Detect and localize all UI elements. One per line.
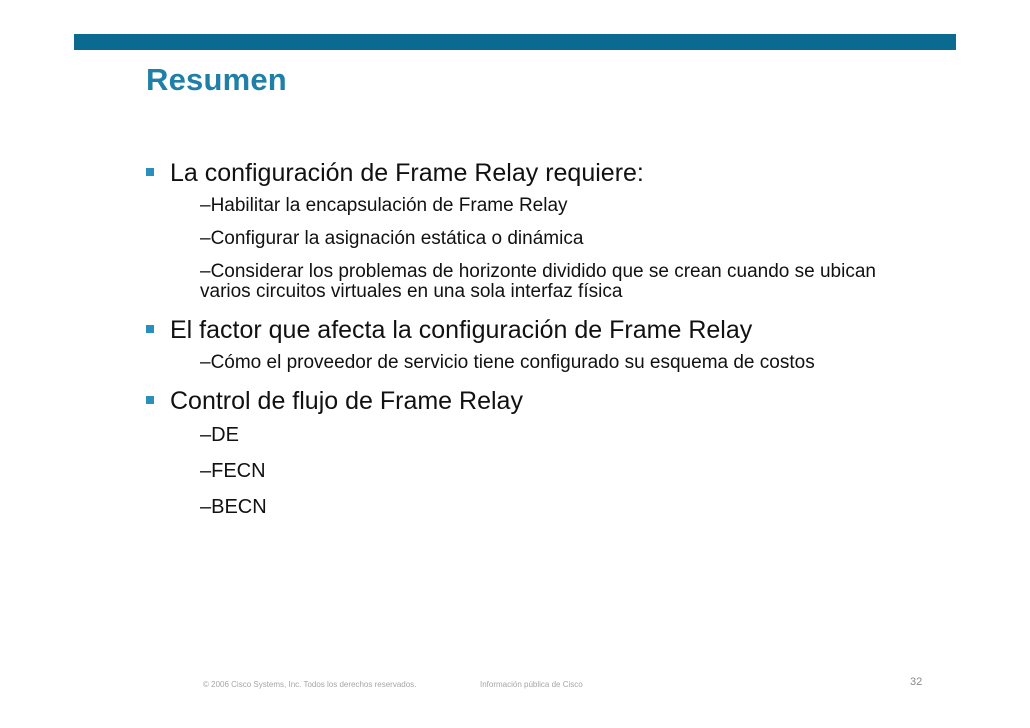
bullet-1-text: La configuración de Frame Relay requiere: bbox=[170, 159, 644, 187]
square-bullet-icon bbox=[146, 325, 154, 333]
slide-title: Resumen bbox=[146, 62, 287, 97]
sub-bullet: –Habilitar la encapsulación de Frame Relay bbox=[200, 195, 568, 216]
slide-content bbox=[146, 158, 926, 532]
footer-copyright: © 2006 Cisco Systems, Inc. Todos los derechos reservados. bbox=[203, 680, 417, 689]
bullet-2 bbox=[146, 315, 926, 345]
header-bar bbox=[74, 34, 956, 50]
bullet-2-text: El factor que afecta la configuración de Frame Relay bbox=[170, 316, 753, 344]
footer-classification: Información pública de Cisco bbox=[480, 680, 583, 689]
sub-bullet: –Configurar la asignación estática o dinámica bbox=[200, 228, 584, 249]
sub-bullet: –BECN bbox=[200, 496, 267, 518]
square-bullet-icon bbox=[146, 396, 154, 404]
sub-bullet: –Considerar los problemas de horizonte dividido que se crean cuando se ubican varios circuitos virtuales en una sola interfaz física bbox=[200, 261, 876, 302]
sub-bullet: –DE bbox=[200, 424, 239, 446]
bullet-1 bbox=[146, 158, 926, 188]
square-bullet-icon bbox=[146, 168, 154, 176]
bullet-3-text: Control de flujo de Frame Relay bbox=[170, 387, 523, 415]
sub-bullet: –Cómo el proveedor de servicio tiene configurado su esquema de costos bbox=[200, 352, 815, 373]
bullet-3 bbox=[146, 386, 926, 416]
page-number: 32 bbox=[910, 676, 923, 688]
sub-bullet: –FECN bbox=[200, 460, 266, 482]
